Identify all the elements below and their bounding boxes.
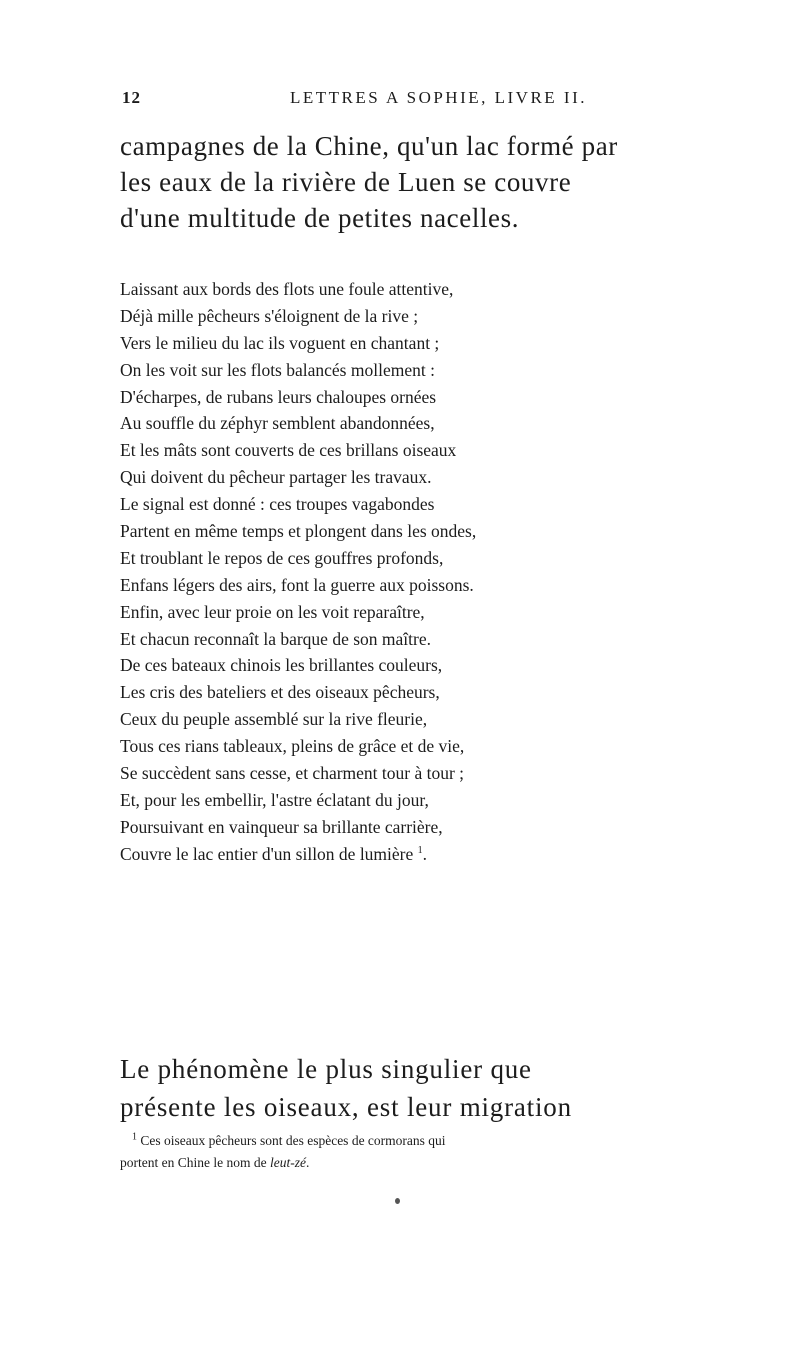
poem-line: Partent en même temps et plongent dans les ondes, — [120, 521, 477, 542]
poem-line: De ces bateaux chinois les brillantes couleurs, — [120, 655, 443, 676]
poem-line: Enfin, avec leur proie on les voit reparaître, — [120, 601, 425, 622]
poem-line: Les cris des bateliers et des oiseaux pêcheurs, — [120, 682, 440, 703]
ink-speck — [395, 1198, 400, 1204]
prose-line: présente les oiseaux, est leur migration — [120, 1092, 572, 1122]
footnote-chinese-term: leut-zé — [269, 1155, 306, 1170]
poem-line: D'écharpes, de rubans leurs chaloupes ornées — [120, 386, 437, 407]
prose-line: Le phénomène le plus singulier que — [120, 1054, 532, 1084]
poem-line: Poursuivant en vainqueur sa brillante carrière, — [120, 816, 443, 837]
footnote-reference-mark[interactable]: 1 — [417, 844, 423, 856]
poem-line: Le signal est donné : ces troupes vagabondes — [120, 494, 435, 515]
prose-line: les eaux de la rivière de Luen se couvre — [120, 167, 572, 197]
footnote-text: portent en Chine le nom de — [120, 1155, 270, 1170]
page-number: 12 — [122, 88, 141, 107]
poem-line: Qui doivent du pêcheur partager les travaux. — [120, 467, 432, 488]
footnote-text: Ces oiseaux pêcheurs sont des espèces de cormorans qui — [140, 1133, 446, 1148]
poem-line: Ceux du peuple assemblé sur la rive fleurie, — [120, 709, 428, 730]
poem-block — [120, 276, 800, 868]
footnote-mark: 1 — [132, 1131, 137, 1143]
poem-line: Tous ces rians tableaux, pleins de grâce et de vie, — [120, 736, 465, 757]
poem-line: Vers le milieu du lac ils voguent en chantant ; — [120, 332, 440, 353]
prose-paragraph-top — [120, 128, 800, 236]
running-head — [122, 88, 760, 112]
poem-line: Et troublant le repos de ces gouffres profonds, — [120, 547, 444, 568]
poem-line: Enfans légers des airs, font la guerre aux poissons. — [120, 574, 474, 595]
poem-line: Laissant aux bords des flots une foule attentive, — [120, 279, 454, 299]
prose-line: d'une multitude de petites nacelles. — [120, 203, 520, 233]
footnote-line — [120, 1152, 800, 1174]
poem-line: Au souffle du zéphyr semblent abandonnées, — [120, 413, 435, 434]
poem-line: Se succèdent sans cesse, et charment tour à tour ; — [120, 763, 465, 784]
poem-line: Déjà mille pêcheurs s'éloignent de la rive ; — [120, 305, 419, 326]
footnote-text-end: . — [305, 1155, 310, 1170]
prose-paragraph-bottom — [120, 1050, 800, 1126]
poem-line: Et, pour les embellir, l'astre éclatant du jour, — [120, 789, 429, 810]
footnote — [120, 1130, 800, 1174]
running-title: LETTRES A SOPHIE, LIVRE II. — [290, 88, 587, 107]
poem-line: Et chacun reconnaît la barque de son maître. — [120, 628, 431, 649]
poem-line-last: Couvre le lac entier d'un sillon de lumière $^1$. — [120, 843, 428, 864]
poem-line: On les voit sur les flots balancés mollement : — [120, 359, 435, 380]
footnote-line — [120, 1130, 800, 1152]
prose-line: campagnes de la Chine, qu'un lac formé par — [120, 131, 618, 161]
poem-line-text: Couvre le lac entier d'un sillon de lumière — [120, 843, 414, 864]
poem-line: Et les mâts sont couverts de ces brillans oiseaux — [120, 440, 457, 461]
